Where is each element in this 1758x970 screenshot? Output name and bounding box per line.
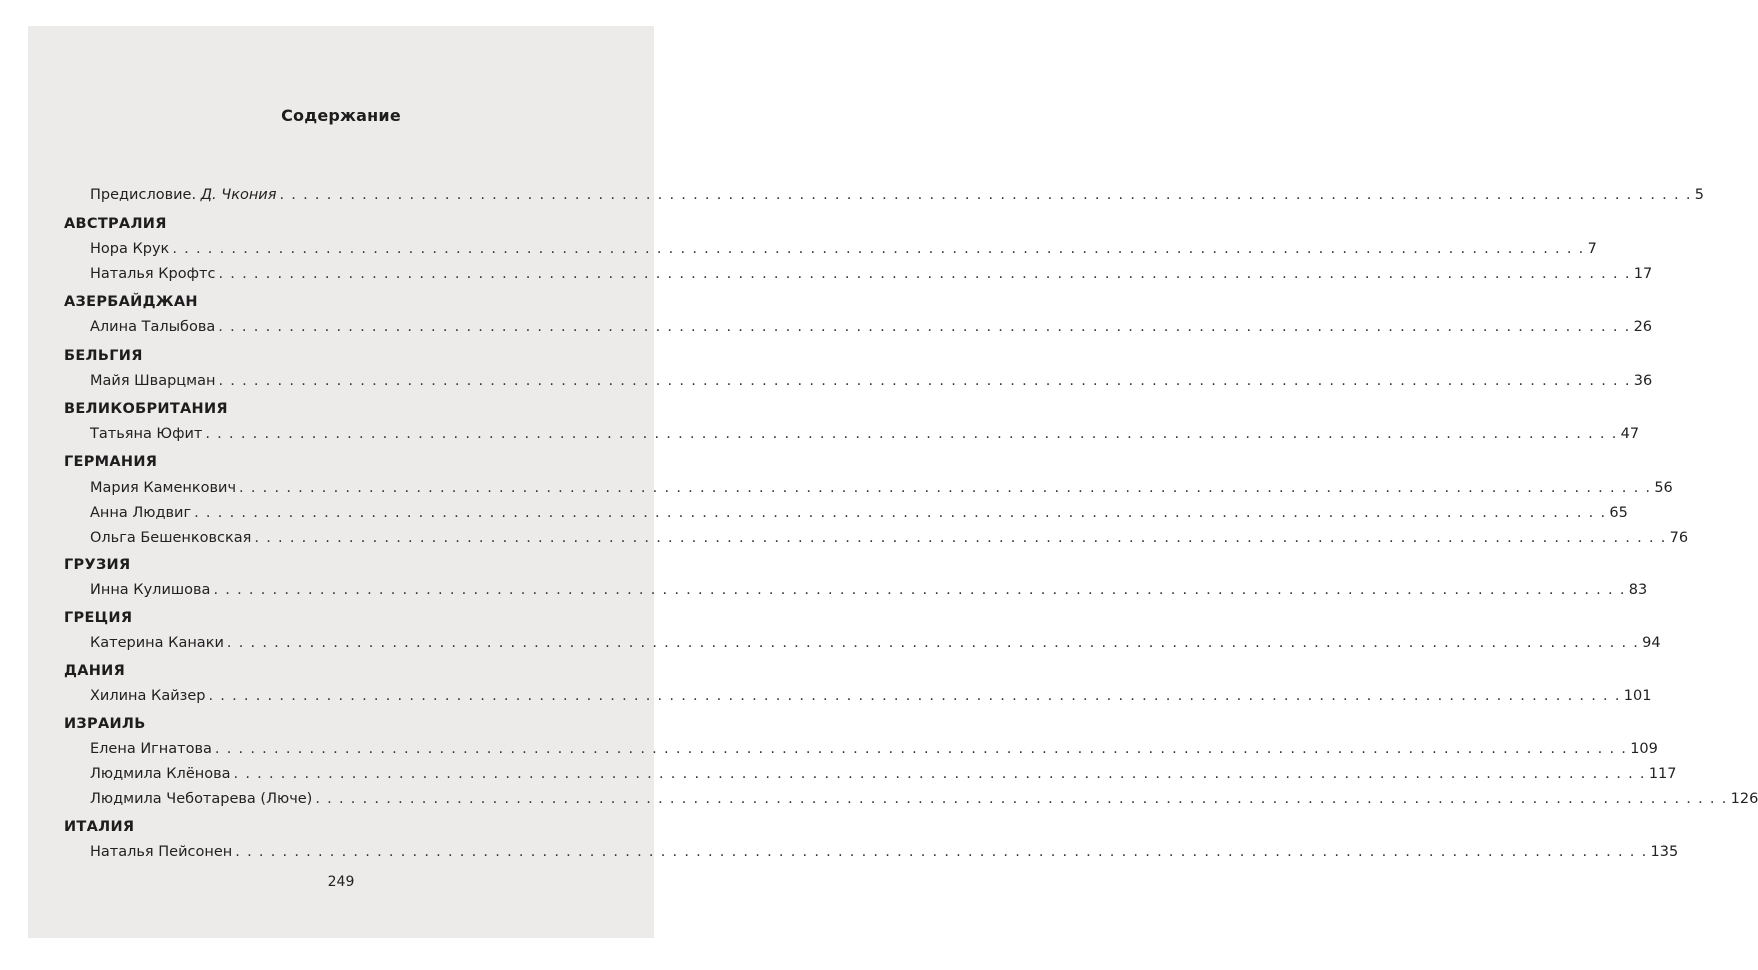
country-heading: БЕЛЬГИЯ (64, 348, 143, 364)
toc-entry (90, 765, 1677, 783)
toc-entry-page: 26 (1633, 319, 1653, 335)
toc-entry-page: 94 (1642, 635, 1661, 651)
toc-entry (90, 581, 1648, 599)
toc-entry (90, 504, 1628, 522)
toc-entry-page: 76 (1669, 530, 1689, 546)
toc-entry-label: Татьяна Юфит (90, 426, 203, 442)
dot-leader: . . . . . . . . . . . . . . . . . . . . . . . . . . . . . . . . . . . . . . . . . . . . . . . . . . . . . . . . . . . . . . . . . . . . . . . . . . . . . . . . . . . . . . . . . . . . . . . . . . . . . . . . . . . . . . . . . . . . . . . . (205, 426, 1618, 442)
country-heading: ИТАЛИЯ (64, 819, 135, 835)
dot-leader: . . . . . . . . . . . . . . . . . . . . . . . . . . . . . . . . . . . . . . . . . . . . . . . . . . . . . . . . . . . . . . . . . . . . . . . . . . . . . . . . . . . . . . . . . . . . . . . . . . . . . . . . . . . . . . . . . . . . . . . . (218, 319, 1631, 335)
toc-entry-page: 126 (1730, 791, 1758, 807)
country-heading: ГРУЗИЯ (64, 557, 131, 573)
dot-leader: . . . . . . . . . . . . . . . . . . . . . . . . . . . . . . . . . . . . . . . . . . . . . . . . . . . . . . . . . . . . . . . . . . . . . . . . . . . . . . . . . . . . . . . . . . . . . . . . . . . . . . . . . . . . . . . . . . . . . . . . (172, 241, 1585, 257)
toc-entry (90, 240, 1597, 258)
toc-entry (90, 843, 1679, 861)
toc-entry-label: Алина Талыбова (90, 319, 216, 335)
toc-entry (90, 479, 1673, 497)
toc-entry-label: Ольга Бешенковская (90, 530, 252, 546)
toc-entry-label (90, 186, 276, 204)
toc-entry-label: Наталья Крофтс (90, 266, 216, 282)
toc-entry-label: Мария Каменкович (90, 480, 237, 496)
dot-leader: . . . . . . . . . . . . . . . . . . . . . . . . . . . . . . . . . . . . . . . . . . . . . . . . . . . . . . . . . . . . . . . . . . . . . . . . . . . . . . . . . . . . . . . . . . . . . . . . . . . . . . . . . . . . . . . . . . . . . . . . (315, 791, 1728, 807)
country-heading: ГЕРМАНИЯ (64, 454, 158, 470)
toc-entry-page: 83 (1628, 582, 1648, 598)
toc-entry-page: 109 (1630, 741, 1658, 757)
toc-entry-page: 7 (1587, 241, 1597, 257)
toc-entry-label: Людмила Клёнова (90, 766, 231, 782)
dot-leader: . . . . . . . . . . . . . . . . . . . . . . . . . . . . . . . . . . . . . . . . . . . . . . . . . . . . . . . . . . . . . . . . . . . . . . . . . . . . . . . . . . . . . . . . . . . . . . . . . . . . . . . . . . . . . . . . . . . . . . . . (218, 373, 1631, 389)
toc-entry-page: 65 (1609, 505, 1628, 521)
toc-entry-page: 5 (1694, 187, 1704, 203)
dot-leader: . . . . . . . . . . . . . . . . . . . . . . . . . . . . . . . . . . . . . . . . . . . . . . . . . . . . . . . . . . . . . . . . . . . . . . . . . . . . . . . . . . . . . . . . . . . . . . . . . . . . . . . . . . . . . . . . . . . . . . . . (218, 266, 1631, 282)
dot-leader: . . . . . . . . . . . . . . . . . . . . . . . . . . . . . . . . . . . . . . . . . . . . . . . . . . . . . . . . . . . . . . . . . . . . . . . . . . . . . . . . . . . . . . . . . . . . . . . . . . . . . . . . . . . . . . . . . . . . . . . . (194, 505, 1607, 521)
page-number: 249 (327, 874, 355, 890)
country-heading: ВЕЛИКОБРИТАНИЯ (64, 401, 228, 417)
dot-leader: . . . . . . . . . . . . . . . . . . . . . . . . . . . . . . . . . . . . . . . . . . . . . . . . . . . . . . . . . . . . . . . . . . . . . . . . . . . . . . . . . . . . . . . . . . . . . . . . . . . . . . . . . . . . . . . . . . . . . . . . (279, 187, 1692, 203)
toc-entry-page: 47 (1620, 426, 1640, 442)
toc-entry-label: Нора Крук (90, 241, 170, 257)
toc-entry-label: Елена Игнатова (90, 741, 212, 757)
toc-entry-label: Катерина Канаки (90, 635, 224, 651)
toc-entry (90, 740, 1658, 758)
toc-entry-page: 101 (1623, 688, 1652, 704)
toc-entry-page: 36 (1633, 373, 1653, 389)
country-heading: ИЗРАИЛЬ (64, 716, 146, 732)
toc-entry-label: Анна Людвиг (90, 505, 192, 521)
country-heading: АЗЕРБАЙДЖАН (64, 294, 198, 310)
toc-entry-label: Хилина Кайзер (90, 688, 206, 704)
toc-entry-page: 135 (1650, 844, 1679, 860)
country-heading: АВСТРАЛИЯ (64, 216, 167, 232)
preface-label: Предисловие. (90, 187, 201, 203)
book-page (28, 26, 1758, 938)
toc-entry (90, 425, 1640, 443)
country-heading: ГРЕЦИЯ (64, 610, 133, 626)
preface-author: Д. Чкония (200, 187, 277, 203)
toc-entry (90, 687, 1652, 705)
toc-entry (90, 318, 1653, 336)
country-heading: ДАНИЯ (64, 663, 126, 679)
toc-entry-page: 17 (1633, 266, 1653, 282)
dot-leader: . . . . . . . . . . . . . . . . . . . . . . . . . . . . . . . . . . . . . . . . . . . . . . . . . . . . . . . . . . . . . . . . . . . . . . . . . . . . . . . . . . . . . . . . . . . . . . . . . . . . . . . . . . . . . . . . . . . . . . . . (254, 530, 1667, 546)
toc-entry-label: Майя Шварцман (90, 373, 216, 389)
dot-leader: . . . . . . . . . . . . . . . . . . . . . . . . . . . . . . . . . . . . . . . . . . . . . . . . . . . . . . . . . . . . . . . . . . . . . . . . . . . . . . . . . . . . . . . . . . . . . . . . . . . . . . . . . . . . . . . . . . . . . . . . (208, 688, 1621, 704)
toc-entry (90, 790, 1758, 808)
page-title: Содержание (281, 106, 401, 125)
toc-entry-preface (90, 186, 1704, 204)
toc-entry-label: Инна Кулишова (90, 582, 211, 598)
dot-leader: . . . . . . . . . . . . . . . . . . . . . . . . . . . . . . . . . . . . . . . . . . . . . . . . . . . . . . . . . . . . . . . . . . . . . . . . . . . . . . . . . . . . . . . . . . . . . . . . . . . . . . . . . . . . . . . . . . . . . . . . (233, 766, 1646, 782)
toc-entry-page: 56 (1654, 480, 1673, 496)
dot-leader: . . . . . . . . . . . . . . . . . . . . . . . . . . . . . . . . . . . . . . . . . . . . . . . . . . . . . . . . . . . . . . . . . . . . . . . . . . . . . . . . . . . . . . . . . . . . . . . . . . . . . . . . . . . . . . . . . . . . . . . . (214, 741, 1628, 757)
toc-entry-label: Людмила Чеботарева (Люче) (90, 791, 313, 807)
toc-entry-label: Наталья Пейсонен (90, 844, 233, 860)
toc-entry (90, 529, 1689, 547)
toc-entry (90, 634, 1661, 652)
toc-entry (90, 265, 1653, 283)
toc-entry-page: 117 (1648, 766, 1677, 782)
dot-leader: . . . . . . . . . . . . . . . . . . . . . . . . . . . . . . . . . . . . . . . . . . . . . . . . . . . . . . . . . . . . . . . . . . . . . . . . . . . . . . . . . . . . . . . . . . . . . . . . . . . . . . . . . . . . . . . . . . . . . . . . (213, 582, 1626, 598)
dot-leader: . . . . . . . . . . . . . . . . . . . . . . . . . . . . . . . . . . . . . . . . . . . . . . . . . . . . . . . . . . . . . . . . . . . . . . . . . . . . . . . . . . . . . . . . . . . . . . . . . . . . . . . . . . . . . . . . . . . . . . . . (239, 480, 1652, 496)
dot-leader: . . . . . . . . . . . . . . . . . . . . . . . . . . . . . . . . . . . . . . . . . . . . . . . . . . . . . . . . . . . . . . . . . . . . . . . . . . . . . . . . . . . . . . . . . . . . . . . . . . . . . . . . . . . . . . . . . . . . . . . . (226, 635, 1640, 651)
toc-entry (90, 372, 1653, 390)
dot-leader: . . . . . . . . . . . . . . . . . . . . . . . . . . . . . . . . . . . . . . . . . . . . . . . . . . . . . . . . . . . . . . . . . . . . . . . . . . . . . . . . . . . . . . . . . . . . . . . . . . . . . . . . . . . . . . . . . . . . . . . . (235, 844, 1648, 860)
